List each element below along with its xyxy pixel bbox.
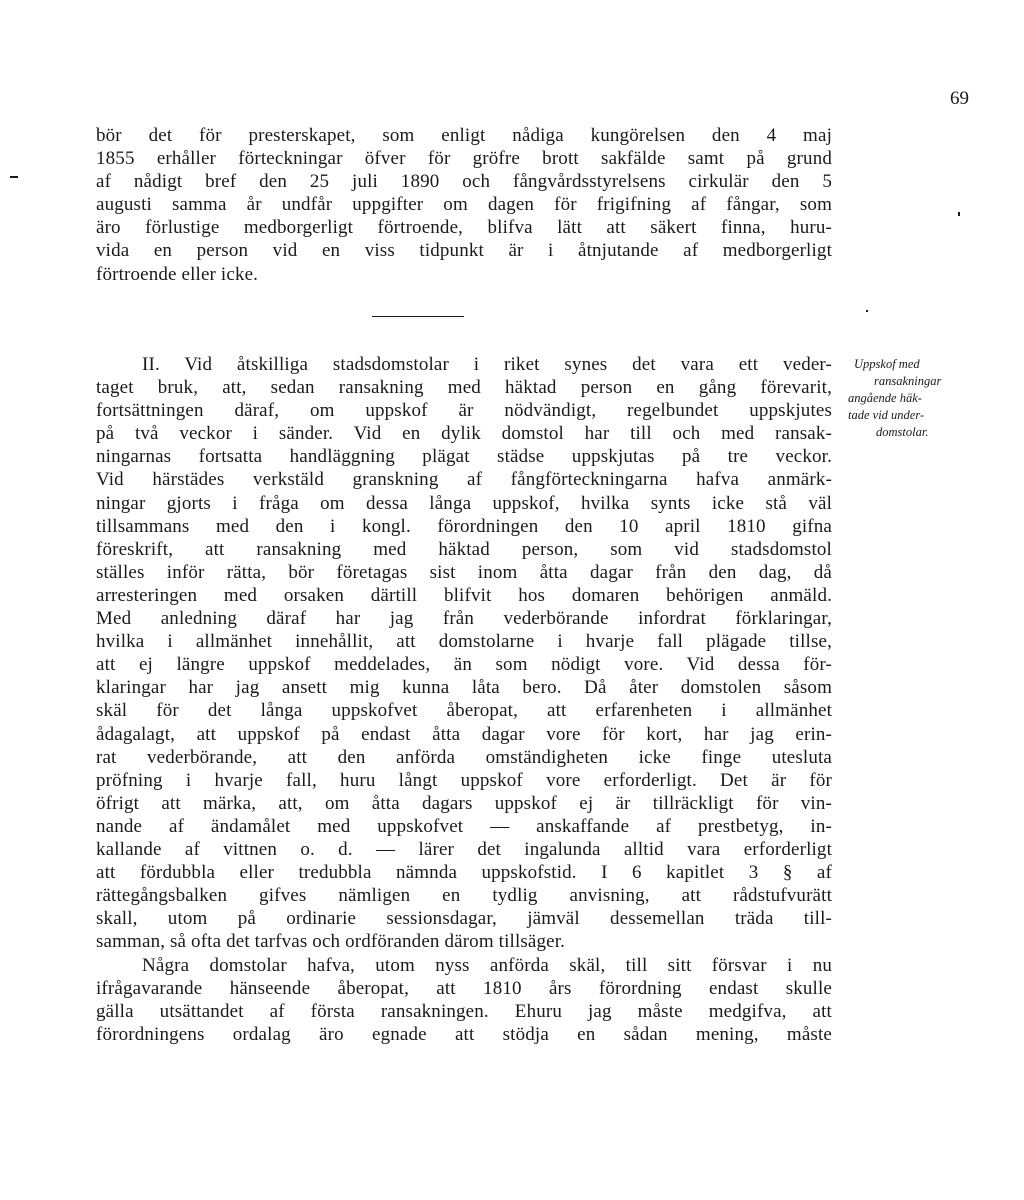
text-line: förordningens ordalag äro egnade att stödja en sådan mening, måste	[96, 1024, 832, 1046]
text-line: att ej längre uppskof meddelades, än som nödigt vore. Vid dessa för-	[96, 654, 832, 676]
text-line: samman, så ofta det tarfvas och ordföranden därom tillsäger.	[96, 931, 566, 953]
text-line: ifrågavarande hänseende åberopat, att 1810 års förordning endast skulle	[96, 978, 832, 1000]
text-line: nande af ändamålet med uppskofvet — anskaffande af prestbetyg, in-	[96, 815, 832, 837]
scan-speck	[10, 176, 18, 178]
page-number: 69	[950, 88, 969, 109]
margin-note-line: ransakningar	[874, 374, 942, 388]
text-line: vida en person vid en viss tidpunkt är i åtnjutande af medborgerligt	[96, 240, 832, 262]
text-line: kallande af vittnen o. d. — lärer det ingalunda alltid vara erforderligt	[96, 838, 832, 860]
text-line: Några domstolar hafva, utom nyss anförda skäl, till sitt försvar i nu	[142, 955, 832, 976]
text-line: rättegångsbalken gifves nämligen en tydlig anvisning, att rådstufvurätt	[96, 885, 832, 907]
scan-speck	[866, 310, 868, 312]
text-line: på två veckor i sänder. Vid en dylik domstol har till och med ransak-	[96, 423, 832, 445]
text-line: ningar gjorts i fråga om dessa långa uppskof, hvilka synts icke stå väl	[96, 492, 832, 514]
margin-note-line: angående häk-	[848, 391, 922, 405]
text-line: ådagalagt, att uppskof på endast åtta dagar vore för kort, har jag erin-	[96, 723, 832, 745]
text-line: hvilka i allmänhet innehållit, att domstolarne i hvarje fall plägade tillse,	[96, 631, 832, 653]
section-divider	[372, 316, 464, 317]
margin-note	[848, 356, 1024, 441]
text-line: gälla utsättandet af första ransakningen. Ehuru jag måste medgifva, att	[96, 1001, 832, 1023]
text-line: förtroende eller icke.	[96, 263, 259, 285]
text-line: fortsättningen däraf, om uppskof är nödvändigt, regelbundet uppskjutes	[96, 400, 832, 422]
text-line: taget bruk, att, sedan ransakning med häktad person en gång förevarit,	[96, 377, 832, 399]
paragraph-3	[96, 954, 832, 1046]
paragraph-1	[96, 124, 832, 286]
text-line: rat vederbörande, att den anförda omständigheten icke finge utesluta	[96, 746, 832, 768]
text-line: skall, utom på ordinarie sessionsdagar, jämväl dessemellan träda till-	[96, 908, 832, 930]
margin-note-line: Uppskof med	[854, 357, 920, 371]
text-line: II. Vid åtskilliga stadsdomstolar i riket synes det vara ett veder-	[142, 354, 832, 375]
text-line: 1855 erhåller förteckningar öfver för gröfre brott sakfälde samt på grund	[96, 148, 832, 170]
text-line: föreskrift, att ransakning med häktad person, som vid stadsdomstol	[96, 538, 832, 560]
margin-note-line: tade vid under-	[848, 408, 925, 422]
text-line: arresteringen med orsaken därtill blifvit hos domaren behörigen anmäld.	[96, 584, 832, 606]
text-line: Vid härstädes verkstäld granskning af fångförteckningarna hafva anmärk-	[96, 469, 832, 491]
text-line: af nådigt bref den 25 juli 1890 och fångvårdsstyrelsens cirkulär den 5	[96, 171, 832, 193]
scan-speck	[958, 212, 960, 216]
paragraph-2	[96, 353, 832, 953]
text-line: Med anledning däraf har jag från vederbörande infordrat förklaringar,	[96, 608, 832, 630]
text-line: öfrigt att märka, att, om åtta dagars uppskof ej är tillräckligt för vin-	[96, 792, 832, 814]
text-line: pröfning i hvarje fall, huru långt uppskof vore erforderligt. Det är för	[96, 769, 832, 791]
text-line: tillsammans med den i kongl. förordningen den 10 april 1810 gifna	[96, 515, 832, 537]
text-line: ställes inför rätta, bör företagas sist inom åtta dagar från den dag, då	[96, 561, 832, 583]
text-line: äro förlustige medborgerligt förtroende, blifva lätt att säkert finna, huru-	[96, 217, 832, 239]
text-line: augusti samma år undfår uppgifter om dagen för frigifning af fångar, som	[96, 194, 832, 216]
text-line: att fördubbla eller tredubbla nämnda uppskofstid. I 6 kapitlet 3 § af	[96, 862, 832, 884]
text-line: skäl för det långa uppskofvet åberopat, att erfarenheten i allmänhet	[96, 700, 832, 722]
text-line: klaringar har jag ansett mig kunna låta bero. Då åter domstolen såsom	[96, 677, 832, 699]
text-line: bör det för presterskapet, som enligt nådiga kungörelsen den 4 maj	[96, 125, 832, 146]
margin-note-line: domstolar.	[876, 425, 929, 439]
text-line: ningarnas fortsatta handläggning plägat städse uppskjutas på tre veckor.	[96, 446, 832, 468]
